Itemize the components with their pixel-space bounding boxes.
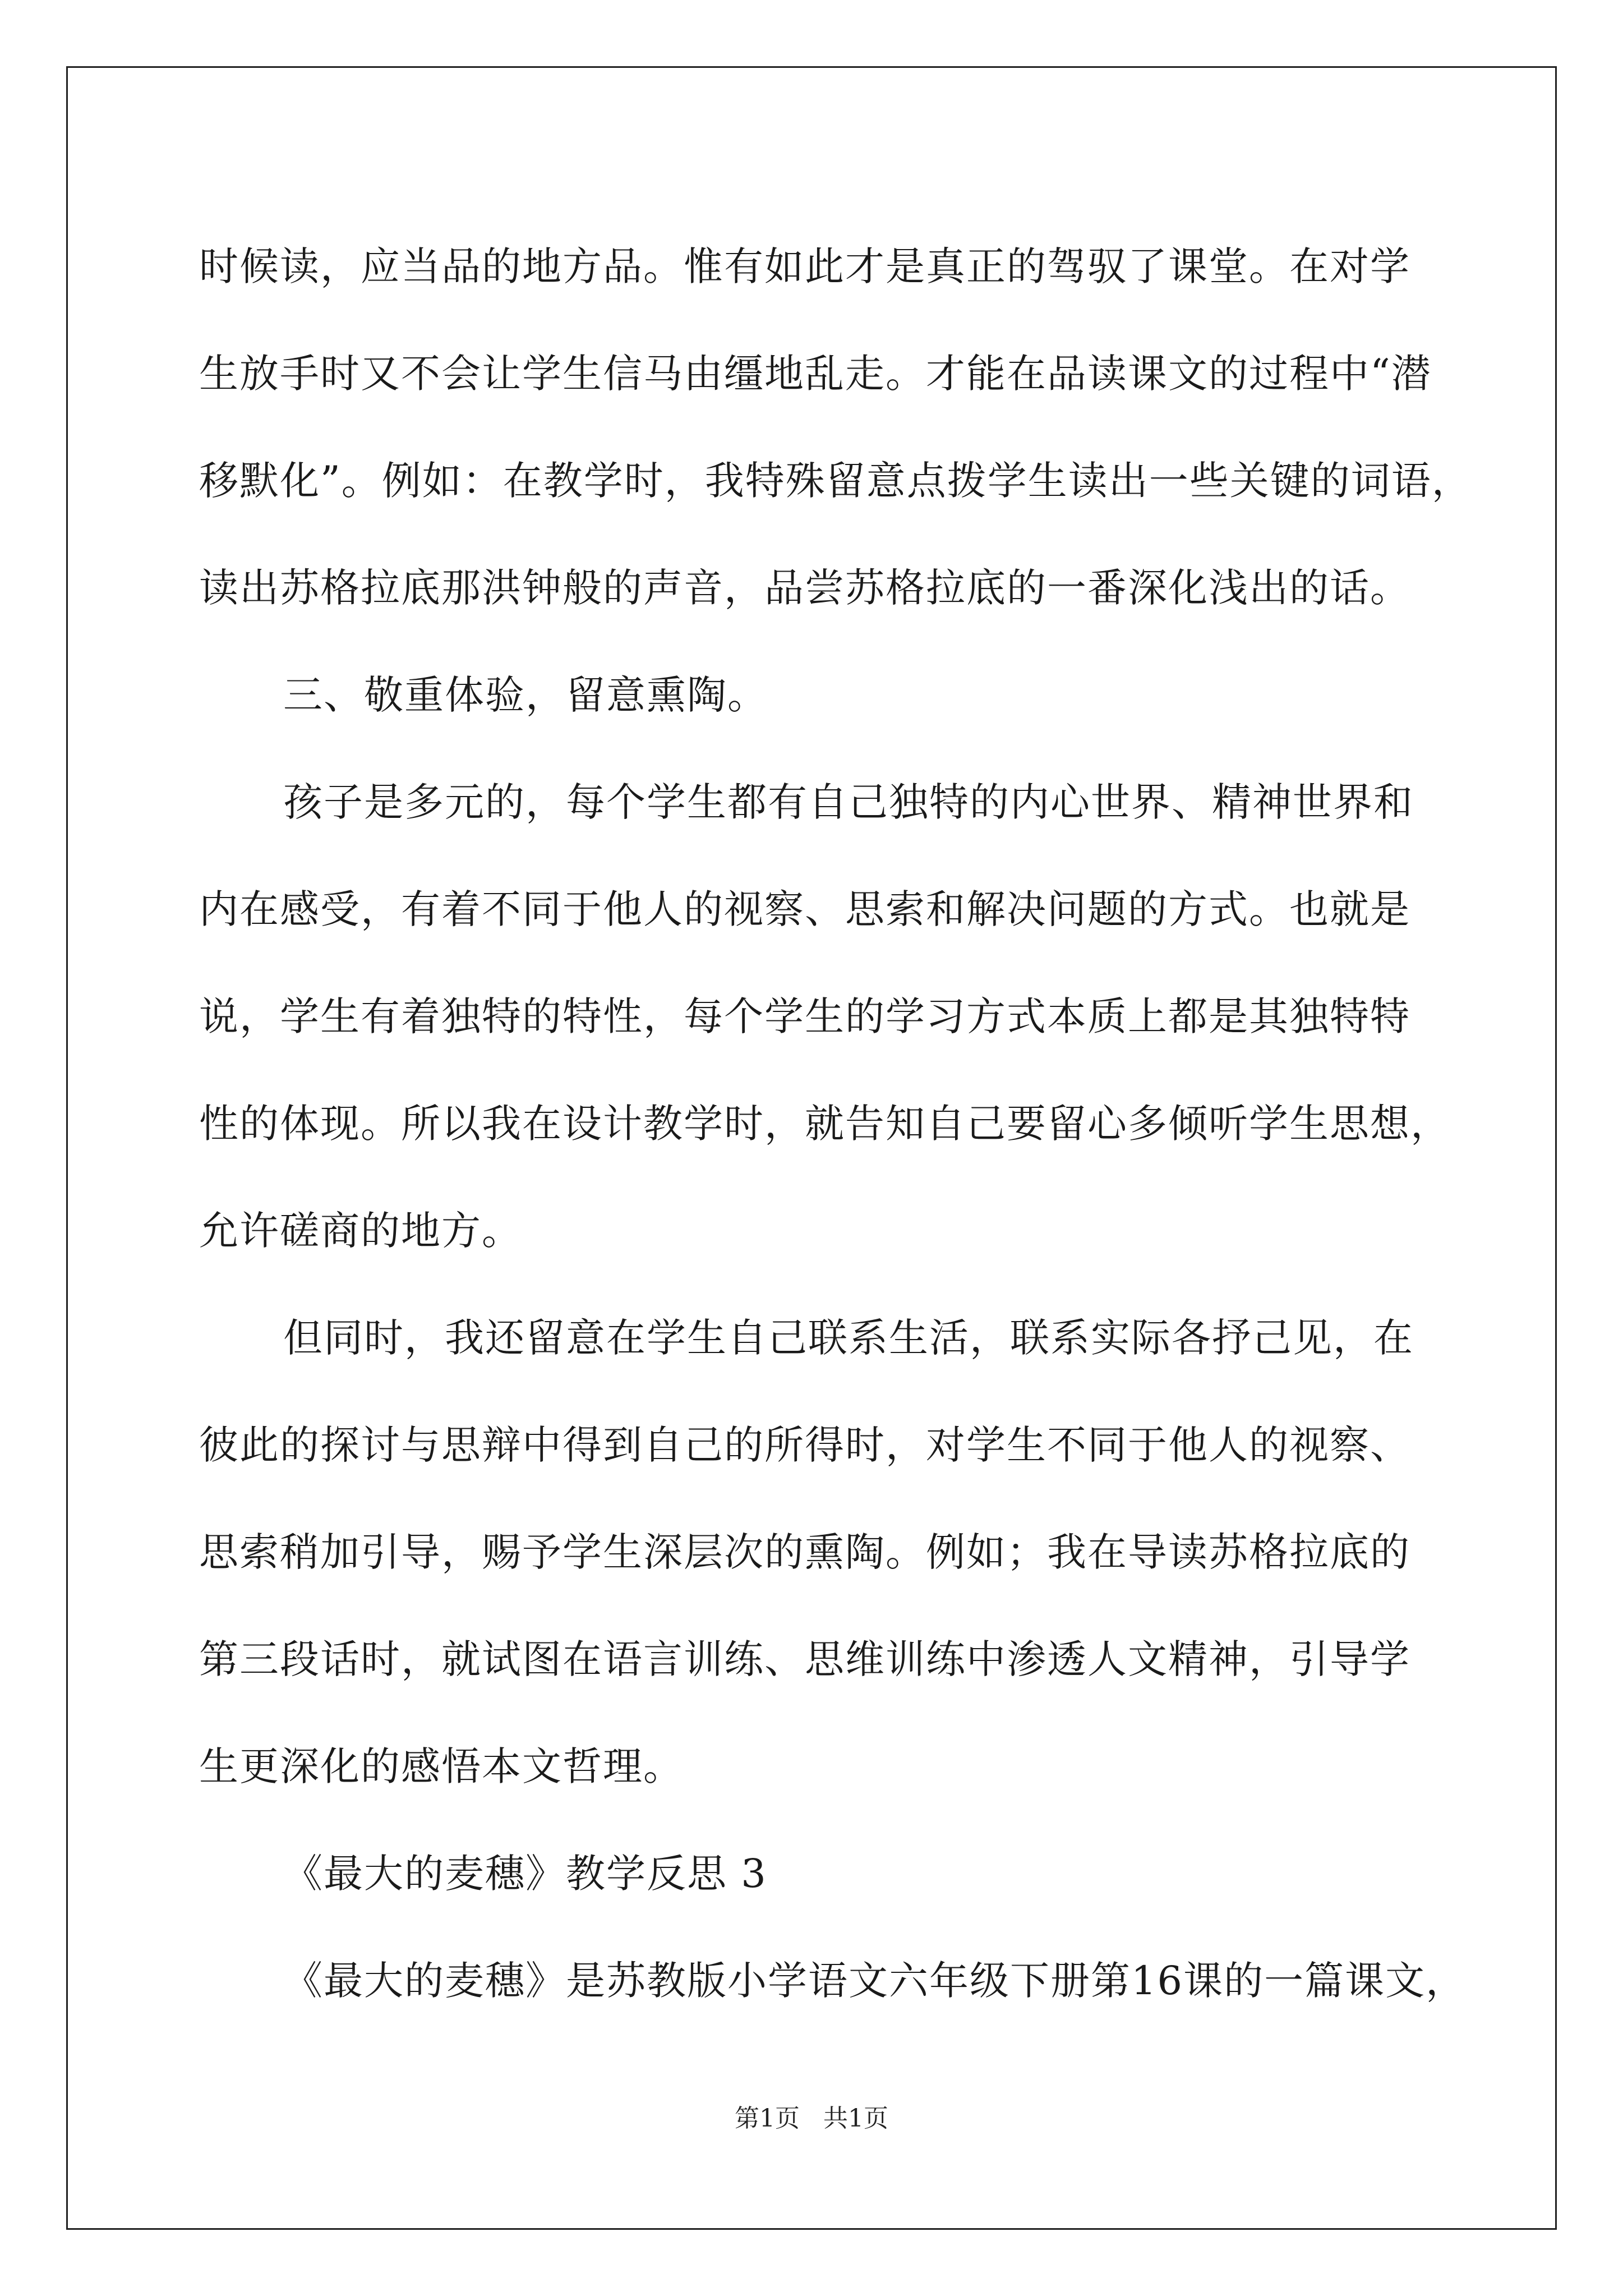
- text-line: 移默化”。例如：在教学时，我特殊留意点拨学生读出一些关键的词语，: [199, 458, 1472, 504]
- text-line: 孩子是多元的，每个学生都有自己独特的内心世界、精神世界和: [283, 779, 1414, 825]
- text-line: 第三段话时，就试图在语言训练、思维训练中渗透人文精神，引导学: [199, 1636, 1410, 1682]
- article-title: 《最大的麦穗》教学反思 3: [283, 1851, 767, 1897]
- text-line: 生更深化的感悟本文哲理。: [199, 1743, 684, 1789]
- text-line: 生放手时又不会让学生信马由缰地乱走。才能在品读课文的过程中“潜: [199, 351, 1432, 397]
- text-line: 但同时，我还留意在学生自己联系生活，联系实际各抒己见，在: [283, 1315, 1414, 1361]
- text-line: 彼此的探讨与思辩中得到自己的所得时，对学生不同于他人的视察、: [199, 1422, 1410, 1468]
- page-number: 第1页: [735, 2104, 800, 2133]
- text-line: 性的体现。所以我在设计教学时，就告知自己要留心多倾听学生思想，: [199, 1101, 1451, 1147]
- page-total: 共1页: [823, 2104, 888, 2133]
- text-line: 思索稍加引导，赐予学生深层次的熏陶。例如；我在导读苏格拉底的: [199, 1529, 1410, 1575]
- text-line: 时候读，应当品的地方品。惟有如此才是真正的驾驭了课堂。在对学: [199, 243, 1410, 289]
- document-body: [199, 213, 1472, 2035]
- page-footer: [0, 2098, 1623, 2134]
- text-line: 读出苏格拉底那洪钟般的声音，品尝苏格拉底的一番深化浅出的话。: [199, 565, 1410, 611]
- text-line: 说，学生有着独特的特性，每个学生的学习方式本质上都是其独特特: [199, 993, 1410, 1039]
- text-line: 《最大的麦穗》是苏教版小学语文六年级下册第16课的一篇课文，: [283, 1958, 1467, 2004]
- text-line: 允许磋商的地方。: [199, 1208, 522, 1254]
- text-line: 内在感受，有着不同于他人的视察、思索和解决问题的方式。也就是: [199, 886, 1410, 932]
- section-heading: 三、敬重体验，留意熏陶。: [283, 672, 768, 718]
